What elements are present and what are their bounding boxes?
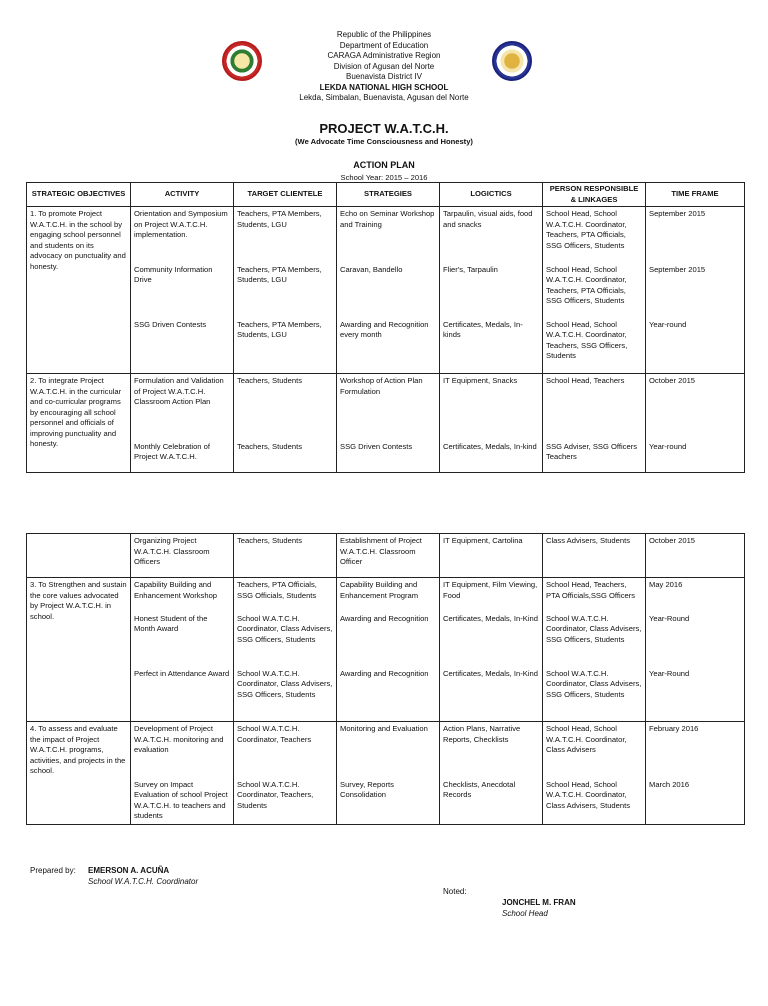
logistics-cell: Certificates, Medals, In-Kind xyxy=(440,612,543,667)
time-cell: Year-round xyxy=(646,440,745,473)
logistics-cell: IT Equipment, Film Viewing, Food xyxy=(440,578,543,612)
clientele-cell: Teachers, PTA Members, Students, LGU xyxy=(234,263,337,318)
deped-seal-icon xyxy=(222,41,262,81)
activity-cell: Organizing Project W.A.T.C.H. Classroom Officers xyxy=(131,534,234,578)
objective-cell: 3. To Strengthen and sustain the core values advocated by Project W.A.T.C.H. in school. xyxy=(27,578,131,722)
activity-cell: Perfect in Attendance Award xyxy=(131,667,234,722)
time-cell: September 2015 xyxy=(646,263,745,318)
prepared-role: School W.A.T.C.H. Coordinator xyxy=(88,877,199,886)
logistics-cell: Certificates, Medals, In-kinds xyxy=(440,318,543,374)
person-cell: School Head, School W.A.T.C.H. Coordinator, Teachers, PTA Officials, SSG Officers, Students xyxy=(543,207,646,263)
action-plan-table xyxy=(26,182,745,473)
clientele-cell: School W.A.T.C.H. Coordinator, Teachers, Students xyxy=(234,778,337,825)
header-line: Buenavista District IV xyxy=(345,72,423,81)
action-plan-table-continued xyxy=(26,533,745,825)
person-cell: School W.A.T.C.H. Coordinator, Class Advisers, SSG Officers, Students xyxy=(543,667,646,722)
header-line: Division of Agusan del Norte xyxy=(333,61,435,71)
objective-cell: 2. To integrate Project W.A.T.C.H. in the curricular and co-curricular programs by encouraging all school personnel and officials of improving punctuality and honesty. xyxy=(27,374,131,473)
clientele-cell: School W.A.T.C.H. Coordinator, Class Advisers, SSG Officers, Students xyxy=(234,612,337,667)
school-address: Lekda, Simbalan, Buenavista, Agusan del Norte xyxy=(299,93,469,102)
prepared-by-role xyxy=(88,877,198,886)
table-row xyxy=(27,612,745,667)
activity-cell: Development of Project W.A.T.C.H. monitoring and evaluation xyxy=(131,722,234,778)
action-plan-title: ACTION PLAN xyxy=(353,160,415,170)
person-cell: School W.A.T.C.H. Coordinator, Class Advisers, SSG Officers, Students xyxy=(543,612,646,667)
column-header: TARGET CLIENTELE xyxy=(234,183,337,207)
logistics-cell: Certificates, Medals, In-Kind xyxy=(440,667,543,722)
letterhead xyxy=(0,30,768,104)
strategies-cell: Workshop of Action Plan Formulation xyxy=(337,374,440,440)
noted-role-text: School Head xyxy=(502,909,548,918)
strategies-cell: Awarding and Recognition xyxy=(337,667,440,722)
strategies-cell: Echo on Seminar Workshop and Training xyxy=(337,207,440,263)
column-header: LOGICTICS xyxy=(440,183,543,207)
objective-cell: 4. To assess and evaluate the impact of Project W.A.T.C.H. programs, activities, and projects in the school. xyxy=(27,722,131,825)
school-seal-icon xyxy=(492,41,532,81)
header-line: Republic of the Philippines xyxy=(336,30,432,39)
activity-cell: Honest Student of the Month Award xyxy=(131,612,234,667)
column-header: STRATEGIC OBJECTIVES xyxy=(27,183,131,207)
strategies-cell: Survey, Reports Consolidation xyxy=(337,778,440,825)
person-cell: School Head, Teachers, PTA Officials,SSG Officers xyxy=(543,578,646,612)
strategies-cell: Capability Building and Enhancement Program xyxy=(337,578,440,612)
person-cell: School Head, School W.A.T.C.H. Coordinator, Teachers, SSG Officers, Students xyxy=(543,318,646,374)
time-cell: Year-Round xyxy=(646,612,745,667)
column-header: STRATEGIES xyxy=(337,183,440,207)
strategies-cell: Caravan, Bandello xyxy=(337,263,440,318)
clientele-cell: Teachers, PTA Members, Students, LGU xyxy=(234,207,337,263)
time-cell: Year-Round xyxy=(646,667,745,722)
time-cell: October 2015 xyxy=(646,534,745,578)
time-cell: October 2015 xyxy=(646,374,745,440)
prepared-by-label: Prepared by: xyxy=(30,866,76,875)
person-cell: School Head, School W.A.T.C.H. Coordinator, Class Advisers, Students xyxy=(543,778,646,825)
person-cell: SSG Adviser, SSG Officers Teachers xyxy=(543,440,646,473)
clientele-cell: School W.A.T.C.H. Coordinator, Class Advisers, SSG Officers, Students xyxy=(234,667,337,722)
person-cell: School Head, School W.A.T.C.H. Coordinator, Teachers, PTA Officials, SSG Officers, Students xyxy=(543,263,646,318)
noted-name-text: JONCHEL M. FRAN xyxy=(502,898,576,907)
prepared-name: EMERSON A. ACUÑA xyxy=(88,866,170,875)
activity-cell: Community Information Drive xyxy=(131,263,234,318)
table-row xyxy=(27,667,745,722)
table-row xyxy=(27,778,745,825)
table-row xyxy=(27,534,745,578)
logistics-cell: Tarpaulin, visual aids, food and snacks xyxy=(440,207,543,263)
noted-role xyxy=(502,909,548,918)
time-cell: May 2016 xyxy=(646,578,745,612)
prepared-by-name xyxy=(88,866,169,875)
noted-name xyxy=(502,898,576,907)
time-cell: March 2016 xyxy=(646,778,745,825)
noted-label: Noted: xyxy=(443,887,467,896)
time-cell: Year-round xyxy=(646,318,745,374)
table-row xyxy=(27,207,745,263)
clientele-cell: Teachers, Students xyxy=(234,440,337,473)
logistics-cell: Certificates, Medals, In-kind xyxy=(440,440,543,473)
table-row xyxy=(27,318,745,374)
school-name: LEKDA NATIONAL HIGH SCHOOL xyxy=(319,82,449,92)
table-row xyxy=(27,578,745,612)
document-title: PROJECT W.A.T.C.H. xyxy=(319,121,449,136)
logistics-cell: IT Equipment, Snacks xyxy=(440,374,543,440)
activity-cell: Orientation and Symposium on Project W.A.T.C.H. implementation. xyxy=(131,207,234,263)
time-cell: February 2016 xyxy=(646,722,745,778)
document-subtitle: (We Advocate Time Consciousness and Honesty) xyxy=(295,137,473,146)
clientele-cell: Teachers, Students xyxy=(234,374,337,440)
table-row xyxy=(27,374,745,440)
school-year: School Year: 2015 – 2016 xyxy=(340,173,428,182)
activity-cell: Formulation and Validation of Project W.A.T.C.H. Classroom Action Plan xyxy=(131,374,234,440)
person-cell: School Head, Teachers xyxy=(543,374,646,440)
logistics-cell: Checklists, Anecdotal Records xyxy=(440,778,543,825)
logistics-cell: IT Equipment, Cartolina xyxy=(440,534,543,578)
strategies-cell: Awarding and Recognition every month xyxy=(337,318,440,374)
column-header: PERSON RESPONSIBLE & LINKAGES xyxy=(543,183,646,207)
clientele-cell: Teachers, Students xyxy=(234,534,337,578)
header-line: CARAGA Administrative Region xyxy=(327,51,441,60)
person-cell: School Head, School W.A.T.C.H. Coordinator, Class Advisers xyxy=(543,722,646,778)
logistics-cell: Action Plans, Narrative Reports, Checklists xyxy=(440,722,543,778)
clientele-cell: School W.A.T.C.H. Coordinator, Teachers xyxy=(234,722,337,778)
activity-cell: Monthly Celebration of Project W.A.T.C.H. xyxy=(131,440,234,473)
strategies-cell: SSG Driven Contests xyxy=(337,440,440,473)
logistics-cell: Flier's, Tarpaulin xyxy=(440,263,543,318)
strategies-cell: Establishment of Project W.A.T.C.H. Classroom Officer xyxy=(337,534,440,578)
activity-cell: SSG Driven Contests xyxy=(131,318,234,374)
table-row xyxy=(27,263,745,318)
table-row xyxy=(27,722,745,778)
activity-cell: Survey on Impact Evaluation of school Project W.A.T.C.H. to teachers and students xyxy=(131,778,234,825)
strategies-cell: Awarding and Recognition xyxy=(337,612,440,667)
clientele-cell: Teachers, PTA Officials, SSG Officials, Students xyxy=(234,578,337,612)
column-header: TIME FRAME xyxy=(646,183,745,207)
clientele-cell: Teachers, PTA Members, Students, LGU xyxy=(234,318,337,374)
strategies-cell: Monitoring and Evaluation xyxy=(337,722,440,778)
objective-cell: 1. To promote Project W.A.T.C.H. in the school by engaging school personnel and students on its advocacy on punctuality and honesty. xyxy=(27,207,131,374)
person-cell: Class Advisers, Students xyxy=(543,534,646,578)
time-cell: September 2015 xyxy=(646,207,745,263)
objective-cell xyxy=(27,534,131,578)
column-header: ACTIVITY xyxy=(131,183,234,207)
header-line: Department of Education xyxy=(339,40,429,50)
table-row xyxy=(27,440,745,473)
activity-cell: Capability Building and Enhancement Workshop xyxy=(131,578,234,612)
